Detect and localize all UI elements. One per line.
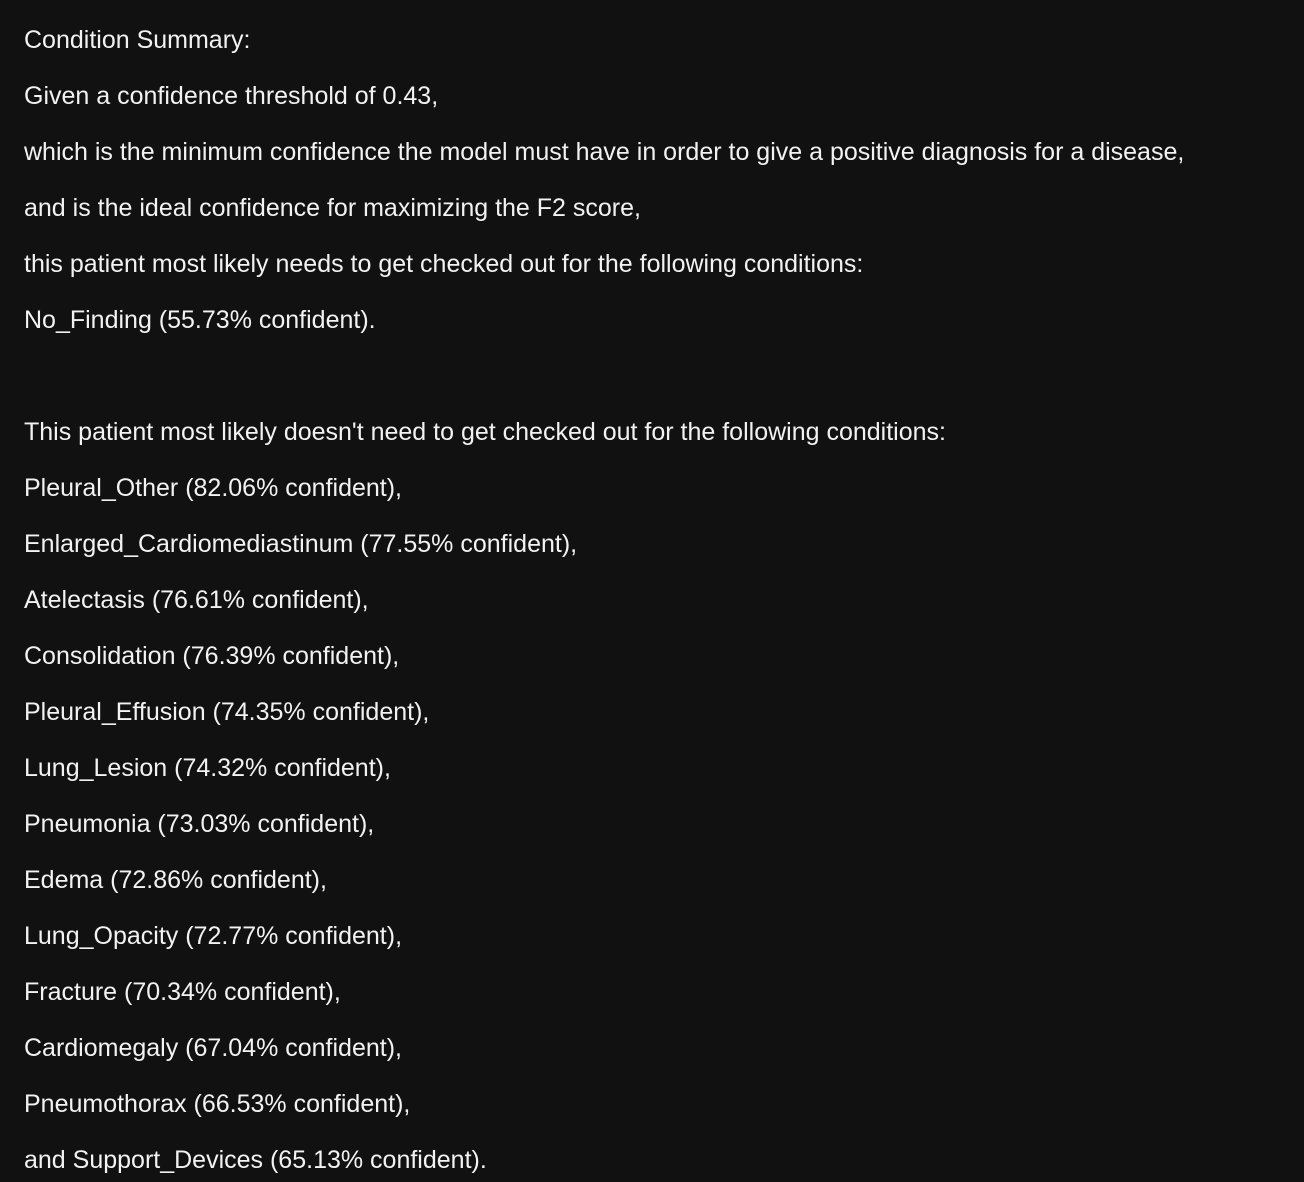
negative-condition-item: Cardiomegaly (67.04% confident), — [24, 1034, 402, 1062]
negative-condition-item: Lung_Opacity (72.77% confident), — [24, 922, 403, 950]
threshold-line: Given a confidence threshold of 0.43, — [24, 82, 439, 110]
negative-condition-item: Consolidation (76.39% confident), — [24, 642, 400, 670]
negative-condition-item: Pneumothorax (66.53% confident), — [24, 1090, 411, 1118]
negative-condition-item: Atelectasis (76.61% confident), — [24, 586, 369, 614]
section-spacer — [24, 348, 1304, 404]
negative-conditions-intro: This patient most likely doesn't need to get checked out for the following conditions: — [24, 418, 946, 446]
negative-condition-item: Pleural_Effusion (74.35% confident), — [24, 698, 430, 726]
negative-condition-item: Edema (72.86% confident), — [24, 866, 327, 894]
negative-condition-item: Enlarged_Cardiomediastinum (77.55% confident), — [24, 530, 578, 558]
positive-conditions-intro: this patient most likely needs to get checked out for the following conditions: — [24, 250, 864, 278]
explanation-line: and is the ideal confidence for maximizing the F2 score, — [24, 194, 641, 222]
negative-condition-item: Lung_Lesion (74.32% confident), — [24, 754, 391, 782]
summary-heading: Condition Summary: — [24, 26, 251, 54]
negative-condition-item: Pneumonia (73.03% confident), — [24, 810, 375, 838]
negative-condition-item: Pleural_Other (82.06% confident), — [24, 474, 402, 502]
negative-condition-item: and Support_Devices (65.13% confident). — [24, 1146, 487, 1174]
positive-condition-item: No_Finding (55.73% confident). — [24, 306, 376, 334]
explanation-line: which is the minimum confidence the model must have in order to give a positive diagnosis for a disease, — [24, 138, 1185, 166]
negative-condition-item: Fracture (70.34% confident), — [24, 978, 341, 1006]
